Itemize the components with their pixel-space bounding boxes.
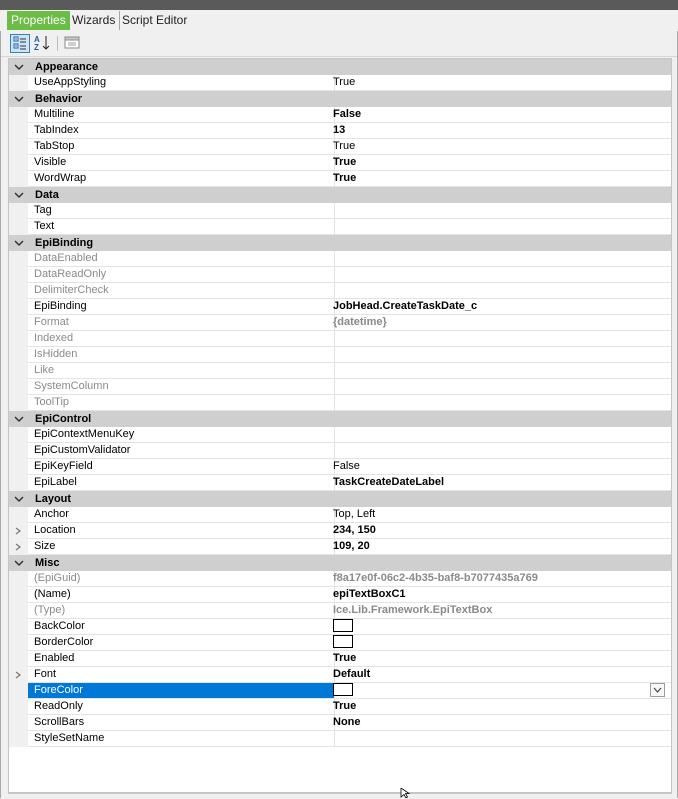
category-label: Layout <box>35 493 72 505</box>
property-grid <box>8 58 672 793</box>
category-layout[interactable] <box>9 491 671 507</box>
property-value[interactable] <box>329 363 672 379</box>
svg-text:Z: Z <box>34 43 39 51</box>
property-value[interactable]: Default <box>329 667 672 683</box>
chevron-down-icon <box>651 684 664 696</box>
categorized-button[interactable] <box>10 34 30 53</box>
property-row-anchor[interactable] <box>9 507 671 523</box>
property-value[interactable] <box>329 731 672 747</box>
property-value[interactable]: 234, 150 <box>329 523 672 539</box>
category-epicontrol[interactable] <box>9 411 671 427</box>
property-row-epicustomvalidator[interactable] <box>9 443 671 459</box>
property-value[interactable]: True <box>329 75 672 91</box>
tab-wizards[interactable]: Wizards <box>68 11 120 30</box>
property-value[interactable] <box>329 283 672 299</box>
property-value[interactable] <box>329 619 672 635</box>
property-row-enabled[interactable] <box>9 651 671 667</box>
property-value[interactable] <box>329 443 672 459</box>
property-value[interactable]: None <box>329 715 672 731</box>
expand-chevron-icon[interactable] <box>14 671 22 679</box>
collapse-chevron-icon[interactable] <box>13 189 25 201</box>
property-pages-button[interactable] <box>63 34 83 53</box>
property-row-size[interactable] <box>9 539 671 555</box>
property-name: Tag <box>28 203 335 219</box>
property-row-datareadonly[interactable] <box>9 267 671 283</box>
property-value[interactable]: 109, 20 <box>329 539 672 555</box>
property-name: Like <box>28 363 335 379</box>
property-row-forecolor[interactable] <box>9 683 671 699</box>
property-name: (EpiGuid) <box>28 571 335 587</box>
property-name: WordWrap <box>28 171 335 187</box>
toolbar-separator <box>57 36 58 51</box>
property-name: TabStop <box>28 139 335 155</box>
property-row-multiline[interactable] <box>9 107 671 123</box>
property-row-useappstyling[interactable] <box>9 75 671 91</box>
property-row-indexed[interactable] <box>9 331 671 347</box>
category-label: EpiControl <box>35 413 92 425</box>
category-appearance[interactable] <box>9 59 671 75</box>
property-value[interactable]: True <box>329 171 672 187</box>
property-name: Location <box>28 523 335 539</box>
property-pages-icon <box>63 34 81 51</box>
color-swatch <box>333 619 353 632</box>
property-value[interactable]: True <box>329 699 672 715</box>
property-value[interactable] <box>329 331 672 347</box>
property-name: (Name) <box>28 587 335 603</box>
property-row-name[interactable] <box>9 587 671 603</box>
property-name: Anchor <box>28 507 335 523</box>
color-swatch <box>333 635 353 648</box>
property-row-text[interactable] <box>9 219 671 235</box>
property-name: EpiCustomValidator <box>28 443 335 459</box>
svg-text:A: A <box>34 35 40 44</box>
property-value[interactable] <box>329 203 672 219</box>
category-label: EpiBinding <box>35 237 94 249</box>
property-name: ScrollBars <box>28 715 335 731</box>
expand-chevron-icon[interactable] <box>14 527 22 535</box>
property-name: Indexed <box>28 331 335 347</box>
property-value[interactable]: False <box>329 107 672 123</box>
collapse-chevron-icon[interactable] <box>13 237 25 249</box>
tab-bar <box>0 10 678 31</box>
property-value[interactable]: Ice.Lib.Framework.EpiTextBox <box>329 603 672 619</box>
property-name: EpiBinding <box>28 299 335 315</box>
property-toolbar <box>1 31 677 57</box>
property-row-visible[interactable] <box>9 155 671 171</box>
property-row-location[interactable] <box>9 523 671 539</box>
collapse-chevron-icon[interactable] <box>13 493 25 505</box>
property-name: Format <box>28 315 335 331</box>
property-row-font[interactable] <box>9 667 671 683</box>
property-name: BorderColor <box>28 635 335 651</box>
property-value[interactable] <box>329 219 672 235</box>
property-name: EpiContextMenuKey <box>28 427 335 443</box>
properties-panel <box>0 31 678 798</box>
property-row-backcolor[interactable] <box>9 619 671 635</box>
property-row-type[interactable] <box>9 603 671 619</box>
property-row-dataenabled[interactable] <box>9 251 671 267</box>
property-name: BackColor <box>28 619 335 635</box>
category-label: Behavior <box>35 93 83 105</box>
tab-script-editor[interactable]: Script Editor <box>122 13 188 27</box>
property-value[interactable] <box>329 267 672 283</box>
property-name: DelimiterCheck <box>28 283 335 299</box>
property-value[interactable] <box>329 251 672 267</box>
property-name: SystemColumn <box>28 379 335 395</box>
property-name: Font <box>28 667 335 683</box>
forecolor-dropdown-button[interactable] <box>650 683 665 697</box>
color-swatch <box>333 683 353 696</box>
property-row-systemcolumn[interactable] <box>9 379 671 395</box>
property-row-tabindex[interactable] <box>9 123 671 139</box>
property-name: Multiline <box>28 107 335 123</box>
property-row-like[interactable] <box>9 363 671 379</box>
category-label: Data <box>35 189 59 201</box>
property-name: EpiKeyField <box>28 459 335 475</box>
property-name: StyleSetName <box>28 731 335 747</box>
mouse-cursor-icon <box>400 788 412 798</box>
categorized-icon <box>11 35 29 52</box>
property-name: IsHidden <box>28 347 335 363</box>
property-row-stylesetname[interactable] <box>9 731 671 747</box>
property-row-epikeyfield[interactable] <box>9 459 671 475</box>
category-epibinding[interactable] <box>9 235 671 251</box>
collapse-chevron-icon[interactable] <box>13 413 25 425</box>
property-value[interactable]: JobHead.CreateTaskDate_c <box>329 299 672 315</box>
property-value[interactable] <box>329 347 672 363</box>
property-name: Visible <box>28 155 335 171</box>
property-name: EpiLabel <box>28 475 335 491</box>
property-value[interactable] <box>329 395 672 411</box>
category-label: Appearance <box>35 61 98 73</box>
alphabetical-icon <box>33 34 53 51</box>
property-value[interactable] <box>329 379 672 395</box>
property-value[interactable] <box>329 683 672 699</box>
property-name: (Type) <box>28 603 335 619</box>
description-pane-splitter[interactable] <box>8 793 672 799</box>
property-value[interactable]: True <box>329 651 672 667</box>
property-value[interactable]: Top, Left <box>329 507 672 523</box>
expand-chevron-icon[interactable] <box>14 543 22 551</box>
property-value[interactable] <box>329 427 672 443</box>
property-row-epilabel[interactable] <box>9 475 671 491</box>
collapse-chevron-icon[interactable] <box>13 557 25 569</box>
property-name: DataEnabled <box>28 251 335 267</box>
property-row-epicontextmenukey[interactable] <box>9 427 671 443</box>
property-row-epibinding[interactable] <box>9 299 671 315</box>
property-value[interactable]: f8a17e0f-06c2-4b35-baf8-b7077435a769 <box>329 571 672 587</box>
category-misc[interactable] <box>9 555 671 571</box>
property-value[interactable]: epiTextBoxC1 <box>329 587 672 603</box>
property-row-tabstop[interactable] <box>9 139 671 155</box>
property-value[interactable]: True <box>329 139 672 155</box>
property-name: Size <box>28 539 335 555</box>
property-row-epiguid[interactable] <box>9 571 671 587</box>
property-name: TabIndex <box>28 123 335 139</box>
tab-properties[interactable]: Properties <box>7 11 70 30</box>
property-row-format[interactable] <box>9 315 671 331</box>
property-name: ReadOnly <box>28 699 335 715</box>
category-label: Misc <box>35 557 60 569</box>
property-row-delimitercheck[interactable] <box>9 283 671 299</box>
collapse-chevron-icon[interactable] <box>13 61 25 73</box>
property-value[interactable]: 13 <box>329 123 672 139</box>
category-behavior[interactable] <box>9 91 671 107</box>
property-name: DataReadOnly <box>28 267 335 283</box>
property-name: Enabled <box>28 651 335 667</box>
property-name: UseAppStyling <box>28 75 335 91</box>
property-value[interactable] <box>329 635 672 651</box>
property-value[interactable]: False <box>329 459 672 475</box>
property-value[interactable]: True <box>329 155 672 171</box>
alphabetical-button[interactable] <box>33 34 53 53</box>
property-name: Text <box>28 219 335 235</box>
property-value[interactable]: {datetime} <box>329 315 672 331</box>
property-name: ForeColor <box>28 683 335 699</box>
property-name: ToolTip <box>28 395 335 411</box>
property-row-bordercolor[interactable] <box>9 635 671 651</box>
property-value[interactable]: TaskCreateDateLabel <box>329 475 672 491</box>
window-top-strip <box>0 0 678 10</box>
property-row-tag[interactable] <box>9 203 671 219</box>
category-data[interactable] <box>9 187 671 203</box>
property-row-tooltip[interactable] <box>9 395 671 411</box>
property-row-wordwrap[interactable] <box>9 171 671 187</box>
property-row-ishidden[interactable] <box>9 347 671 363</box>
property-row-readonly[interactable] <box>9 699 671 715</box>
property-row-scrollbars[interactable] <box>9 715 671 731</box>
collapse-chevron-icon[interactable] <box>13 93 25 105</box>
